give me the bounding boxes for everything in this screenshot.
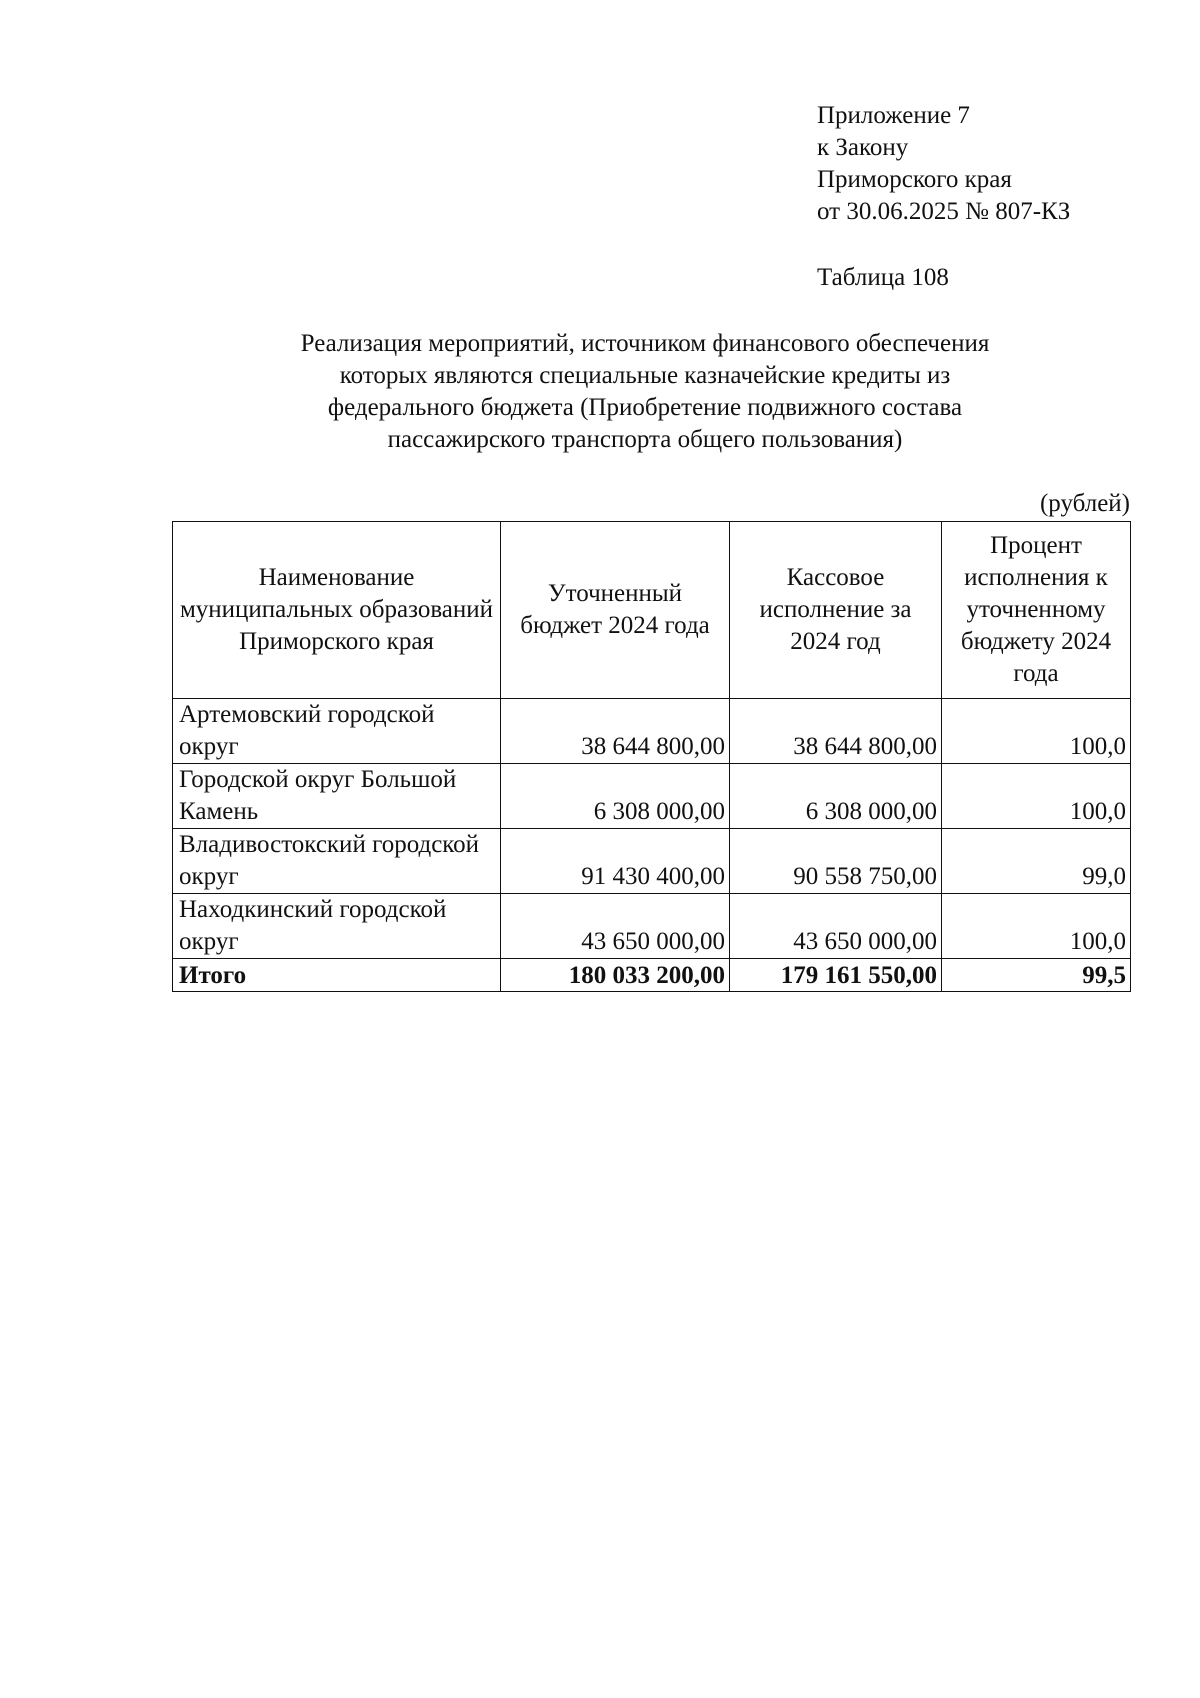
table-row bbox=[173, 829, 1131, 894]
cell-execution: 6 308 000,00 bbox=[730, 764, 942, 829]
table-row bbox=[173, 764, 1131, 829]
cell-total-percent: 99,5 bbox=[942, 959, 1131, 992]
cell-budget: 43 650 000,00 bbox=[501, 894, 730, 959]
table-number: Таблица 108 bbox=[817, 264, 949, 291]
budget-table bbox=[172, 521, 1131, 992]
title-line: пассажирского транспорта общего пользования) bbox=[387, 426, 903, 453]
header-municipality: Наименование муниципальных образований Приморского края bbox=[173, 522, 501, 699]
appendix-line: к Закону bbox=[817, 134, 909, 161]
table-row bbox=[173, 894, 1131, 959]
appendix-line: Приморского края bbox=[817, 166, 1012, 193]
units-label: (рублей) bbox=[1039, 490, 1130, 517]
cell-total-budget: 180 033 200,00 bbox=[501, 959, 730, 992]
cell-percent: 100,0 bbox=[942, 894, 1131, 959]
cell-execution: 90 558 750,00 bbox=[730, 829, 942, 894]
cell-budget: 6 308 000,00 bbox=[501, 764, 730, 829]
cell-percent: 100,0 bbox=[942, 764, 1131, 829]
cell-budget: 38 644 800,00 bbox=[501, 699, 730, 764]
title-line: федерального бюджета (Приобретение подвижного состава bbox=[327, 394, 963, 421]
title-line: которых являются специальные казначейские кредиты из bbox=[339, 362, 951, 389]
table-total-row bbox=[173, 959, 1131, 992]
header-execution: Кассовое исполнение за 2024 год bbox=[730, 522, 942, 699]
table-header-row bbox=[173, 522, 1131, 699]
cell-municipality: Владивостокский городской округ bbox=[173, 829, 501, 894]
cell-percent: 99,0 bbox=[942, 829, 1131, 894]
header-percent: Процент исполнения к уточненному бюджету 2024 года bbox=[942, 522, 1131, 699]
header-budget: Уточненный бюджет 2024 года bbox=[501, 522, 730, 699]
cell-execution: 38 644 800,00 bbox=[730, 699, 942, 764]
cell-total-label: Итого bbox=[173, 959, 501, 992]
document-title bbox=[200, 328, 1090, 456]
table-row bbox=[173, 699, 1131, 764]
cell-municipality: Городской округ Большой Камень bbox=[173, 764, 501, 829]
cell-budget: 91 430 400,00 bbox=[501, 829, 730, 894]
cell-total-execution: 179 161 550,00 bbox=[730, 959, 942, 992]
cell-municipality: Находкинский городской округ bbox=[173, 894, 501, 959]
title-line: Реализация мероприятий, источником финансового обеспечения bbox=[300, 330, 990, 357]
appendix-line: от 30.06.2025 № 807-КЗ bbox=[817, 198, 1071, 225]
appendix-line: Приложение 7 bbox=[817, 102, 970, 129]
cell-municipality: Артемовский городской округ bbox=[173, 699, 501, 764]
appendix-reference bbox=[817, 100, 1070, 228]
cell-percent: 100,0 bbox=[942, 699, 1131, 764]
cell-execution: 43 650 000,00 bbox=[730, 894, 942, 959]
